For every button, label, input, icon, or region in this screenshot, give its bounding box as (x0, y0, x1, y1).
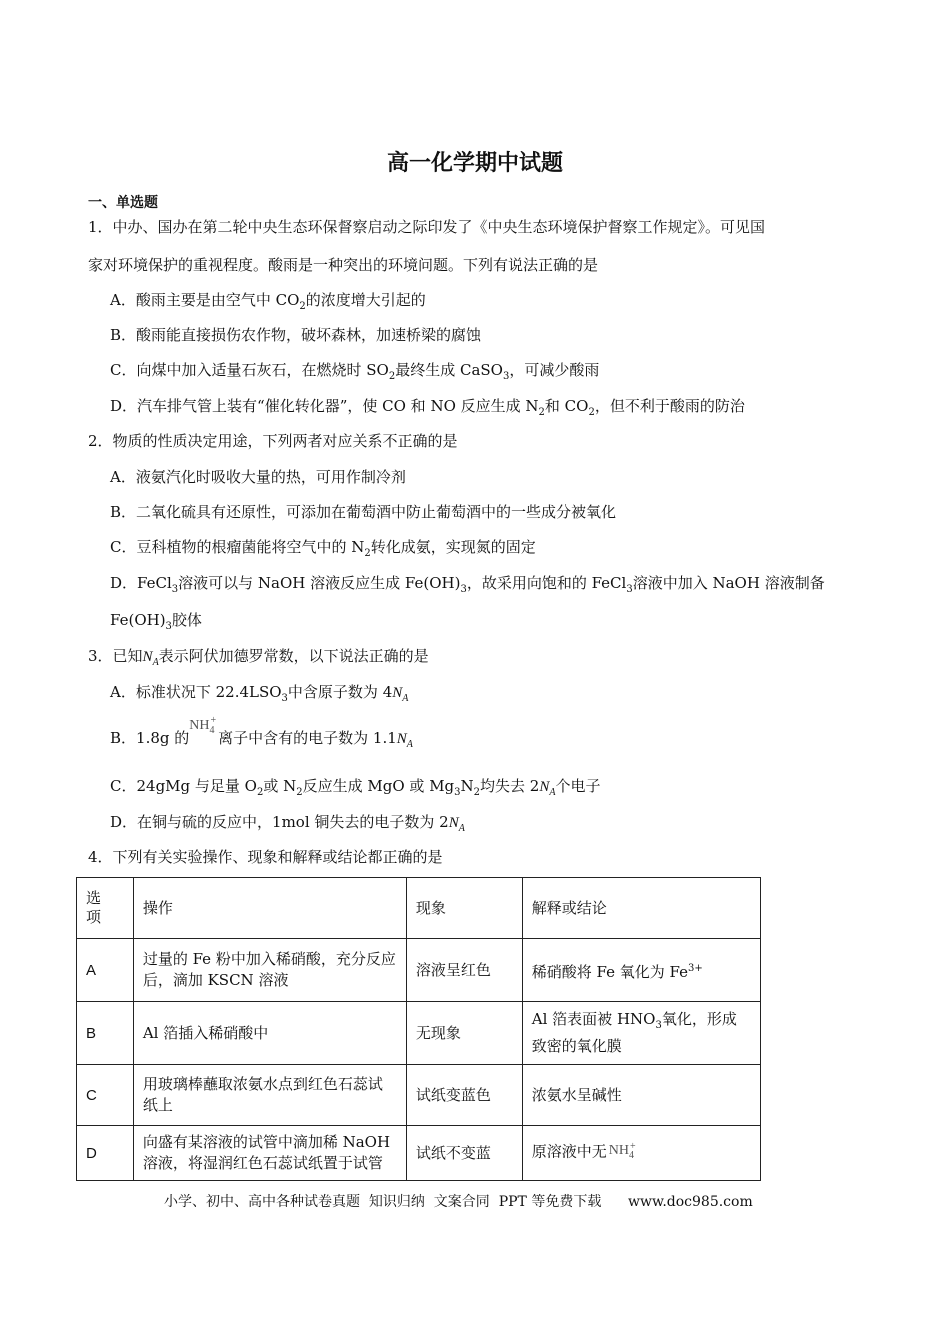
q3-stem: 3．已知$N_A$表示阿伏加德罗常数，以下说法正确的是 (88, 647, 429, 668)
page-title: 高一化学期中试题 (386, 150, 563, 176)
table-header-row (77, 878, 761, 939)
header-option: 选项 (77, 878, 134, 939)
q3-option-d: D．在铜与硫的反应中，1mol 铜失去的电子数为 $2N_A$ (110, 813, 465, 834)
q1-option-a: A．酸雨主要是由空气中 $CO_2$的浓度增大引起的 (110, 291, 426, 312)
q2-option-d-cont: $Fe(OH)_3$胶体 (110, 611, 202, 632)
row-phenomenon: 无现象 (406, 1002, 522, 1065)
q3-option-b: B．1.8g 的$NH_4^+$离子中含有的电子数为 $1.1N_A$ (110, 715, 413, 750)
section-heading: 一、单选题 (88, 195, 158, 211)
page-footer: 小学、初中、高中各种试卷真题 知识归纳 文案合同 PPT 等免费下载 www.doc985.com (164, 1194, 753, 1210)
q1-stem-line2: 家对环境保护的重视程度。酸雨是一种突出的环境问题。下列有说法正确的是 (88, 256, 599, 274)
row-conclusion: 浓氨水呈碱性 (522, 1065, 760, 1126)
row-conclusion: 原溶液中无 $NH_4^+$ (522, 1126, 760, 1181)
q2-stem: 2．物质的性质决定用途，下列两者对应关系不正确的是 (88, 432, 458, 450)
table-row (77, 1126, 761, 1181)
row-phenomenon: 试纸不变蓝 (406, 1126, 522, 1181)
q2-option-b: B．二氧化硫具有还原性，可添加在葡萄酒中防止葡萄酒中的一些成分被氧化 (110, 503, 617, 521)
row-phenomenon: 试纸变蓝色 (406, 1065, 522, 1126)
q1-option-d: D．汽车排气管上装有“催化转化器”，使 CO 和 NO 反应生成 $N_2$和 $CO_2$，但不利于酸雨的防治 (110, 397, 745, 418)
row-operation: 过量的 Fe 粉中加入稀硝酸，充分反应后，滴加 KSCN 溶液 (133, 939, 406, 1002)
row-option: C (77, 1065, 134, 1126)
row-option: A (77, 939, 134, 1002)
table-row (77, 1065, 761, 1126)
row-operation: 用玻璃棒蘸取浓氨水点到红色石蕊试纸上 (133, 1065, 406, 1126)
q1-option-b: B．酸雨能直接损伤农作物，破坏森林，加速桥梁的腐蚀 (110, 326, 482, 344)
q3-option-a: A．标准状况下 $22.4LSO_3$中含原子数为 $4N_A$ (110, 683, 409, 704)
header-operation: 操作 (133, 878, 406, 939)
q1-option-c: C．向煤中加入适量石灰石，在燃烧时 $SO_2$最终生成 CaSO$_3$，可减少酸雨 (110, 361, 600, 382)
row-conclusion: Al 箔表面被 $HNO_3$氧化，形成致密的氧化膜 (522, 1002, 760, 1065)
row-option: B (77, 1002, 134, 1065)
row-operation: Al 箔插入稀硝酸中 (133, 1002, 406, 1065)
q2-option-d: D．FeCl$_3$溶液可以与 NaOH 溶液反应生成 $Fe(OH)_3$，故采用向饱和的 FeCl$_3$溶液中加入 NaOH 溶液制备 (110, 574, 825, 595)
row-operation: 向盛有某溶液的试管中滴加稀 NaOH 溶液，将湿润红色石蕊试纸置于试管 (133, 1126, 406, 1181)
row-conclusion: 稀硝酸将 Fe 氧化为 $Fe^{3+}$ (522, 939, 760, 1002)
header-phenomenon: 现象 (406, 878, 522, 939)
row-option: D (77, 1126, 134, 1181)
experiment-table (76, 877, 761, 1181)
q1-stem-line1: 1．中办、国办在第二轮中央生态环保督察启动之际印发了《中央生态环境保护督察工作规定》。可见国 (88, 218, 766, 236)
q4-stem: 4．下列有关实验操作、现象和解释或结论都正确的是 (88, 848, 443, 866)
table-row (77, 1002, 761, 1065)
q2-option-a: A．液氨汽化时吸收大量的热，可用作制冷剂 (110, 468, 406, 486)
header-conclusion: 解释或结论 (522, 878, 760, 939)
table-row (77, 939, 761, 1002)
q2-option-c: C．豆科植物的根瘤菌能将空气中的 $N_2$转化成氨，实现氮的固定 (110, 538, 536, 559)
row-phenomenon: 溶液呈红色 (406, 939, 522, 1002)
q3-option-c: C．24gMg 与足量 $O_2$或 $N_2$反应生成 MgO 或 $Mg_3N_2$均失去 $2N_A$个电子 (110, 777, 601, 798)
